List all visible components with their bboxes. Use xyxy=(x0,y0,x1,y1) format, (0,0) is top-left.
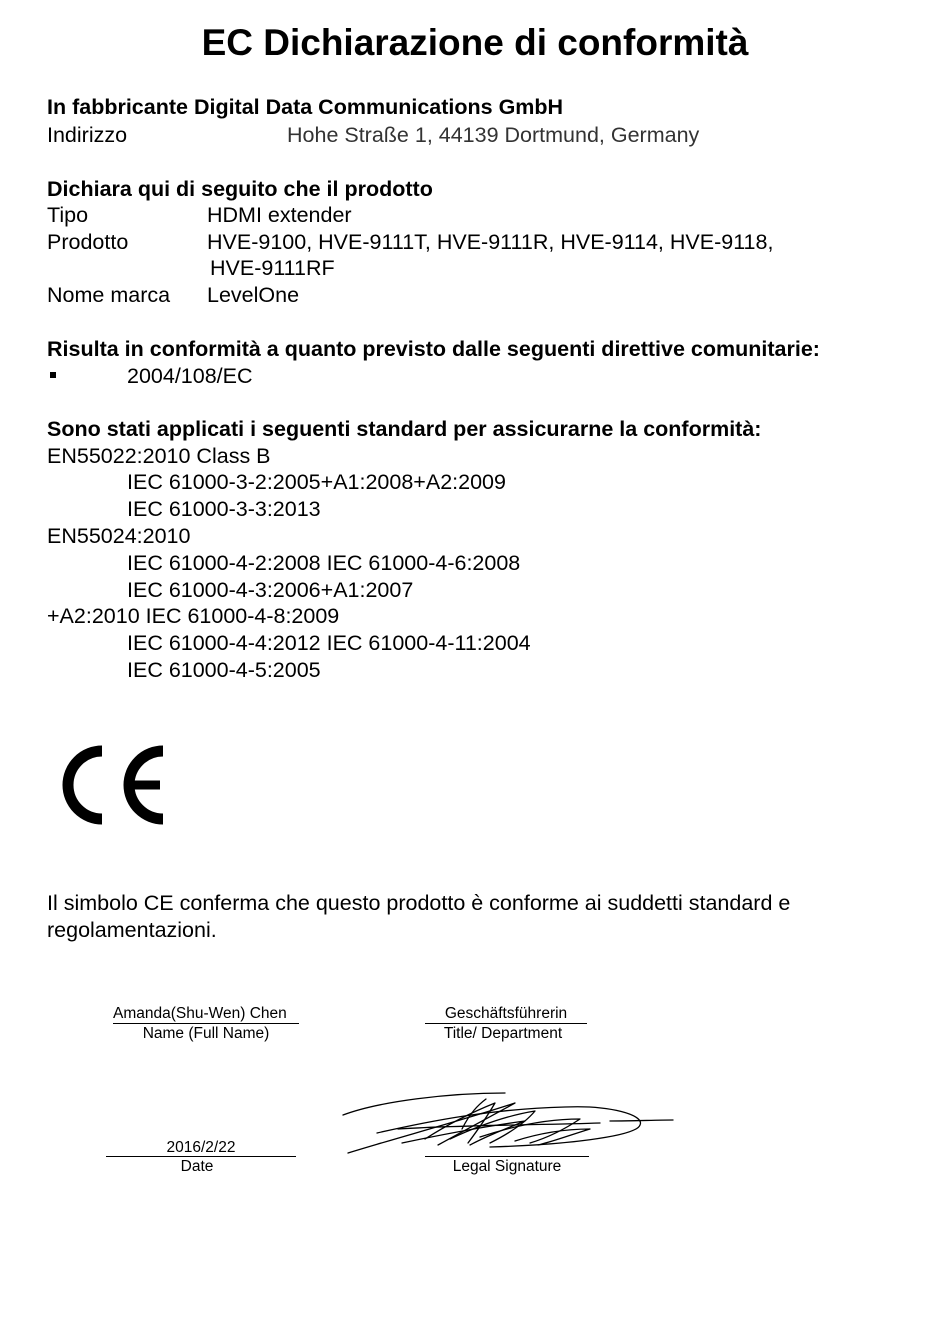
directives-heading: Risulta in conformità a quanto previsto dalle seguenti direttive comunitarie: xyxy=(47,337,820,361)
standard-line: IEC 61000-3-3:2013 xyxy=(127,497,321,521)
date-underline xyxy=(106,1156,296,1157)
title-value: Geschäftsführerin xyxy=(444,1005,568,1022)
ce-mark-logo xyxy=(50,740,175,830)
handwritten-signature xyxy=(340,1085,680,1160)
standard-line: IEC 61000-4-2:2008 IEC 61000-4-6:2008 xyxy=(127,551,521,575)
product-heading: Dichiara qui di seguito che il prodotto xyxy=(47,177,433,201)
standard-line: EN55022:2010 Class B xyxy=(47,444,271,468)
title-label: Title/ Department xyxy=(443,1025,563,1042)
ce-statement-line-1: Il simbolo CE conferma che questo prodotto è conforme ai suddetti standard e xyxy=(47,891,791,915)
name-value: Amanda(Shu-Wen) Chen xyxy=(113,1005,287,1022)
product-value-line-2: HVE-9111RF xyxy=(210,256,335,280)
date-label: Date xyxy=(180,1158,214,1175)
standard-line: EN55024:2010 xyxy=(47,524,191,548)
signature-label: Legal Signature xyxy=(452,1158,562,1175)
product-value-line-1: HVE-9100, HVE-9111T, HVE-9111R, HVE-9114, HVE-9118, xyxy=(207,230,774,254)
directive-item: 2004/108/EC xyxy=(127,364,253,388)
product-label: Prodotto xyxy=(47,230,129,254)
standards-heading: Sono stati applicati i seguenti standard per assicurarne la conformità: xyxy=(47,417,762,441)
document-title: EC Dichiarazione di conformità xyxy=(201,22,749,63)
title-underline xyxy=(425,1023,587,1024)
address-label: Indirizzo xyxy=(47,123,128,147)
manufacturer-line: In fabbricante Digital Data Communications GmbH xyxy=(47,95,564,119)
type-label: Tipo xyxy=(47,203,89,227)
standard-line: IEC 61000-4-4:2012 IEC 61000-4-11:2004 xyxy=(127,631,531,655)
name-underline xyxy=(113,1023,299,1024)
brand-value: LevelOne xyxy=(207,283,300,307)
name-label: Name (Full Name) xyxy=(142,1025,270,1042)
address-value: Hohe Straße 1, 44139 Dortmund, Germany xyxy=(287,123,700,147)
standard-line: +A2:2010 IEC 61000-4-8:2009 xyxy=(47,604,340,628)
date-value: 2016/2/22 xyxy=(166,1139,236,1156)
brand-label: Nome marca xyxy=(47,283,171,307)
standard-line: IEC 61000-4-3:2006+A1:2007 xyxy=(127,578,414,602)
standard-line: IEC 61000-4-5:2005 xyxy=(127,658,321,682)
ce-statement-line-2: regolamentazioni. xyxy=(47,918,217,942)
type-value: HDMI extender xyxy=(207,203,352,227)
standard-line: IEC 61000-3-2:2005+A1:2008+A2:2009 xyxy=(127,470,506,494)
bullet-icon xyxy=(50,372,56,378)
signature-underline xyxy=(425,1156,589,1157)
